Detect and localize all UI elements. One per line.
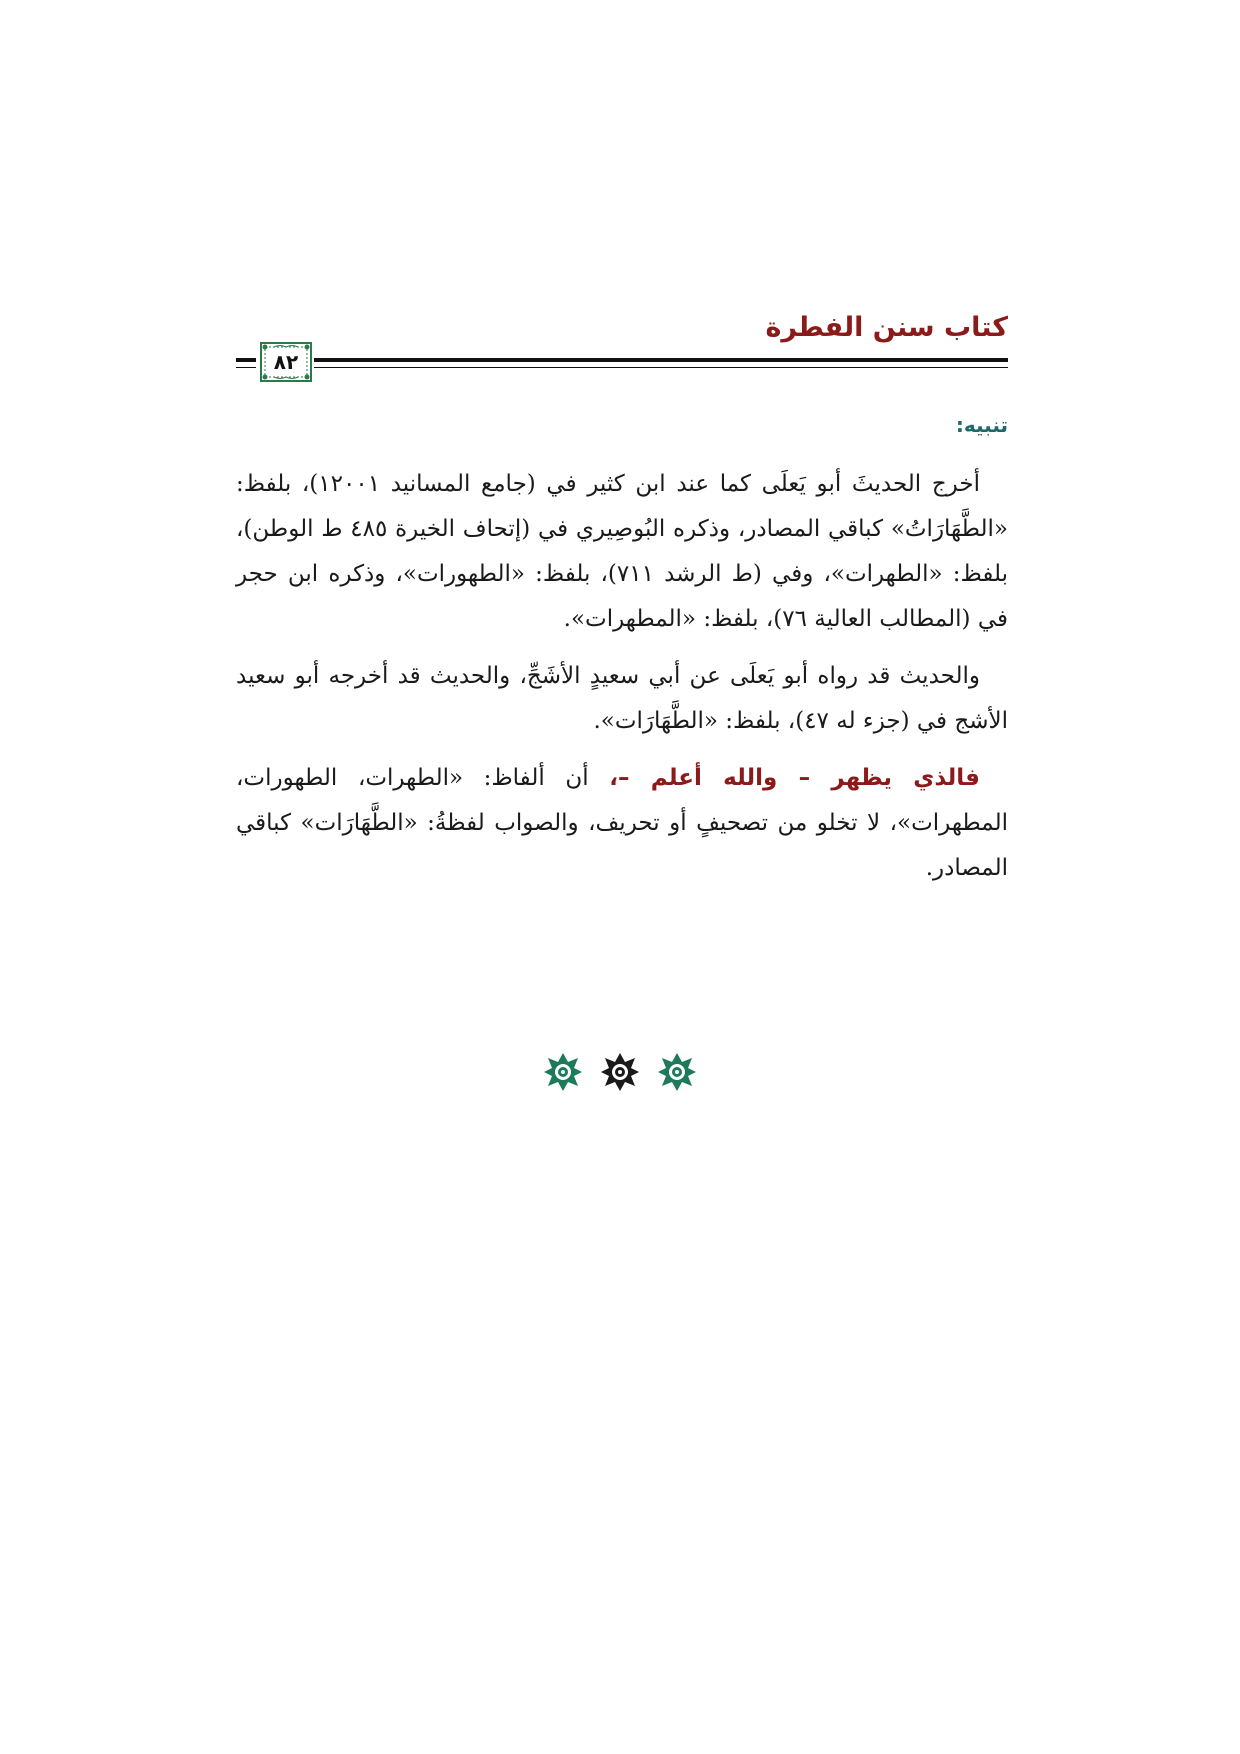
paragraph-1: أخرج الحديثَ أبو يَعلَى كما عند ابن كثير في (جامع المسانيد ١٢٠٠١)، بلفظ: «الطَّهَارَاتُ» كباقي المصادر، وذكره البُوصِيري في (إتحاف الخيرة ٤٨٥ ط الوطن)، بلفظ: «الطهرات»، وفي (ط الرشد ٧١١)، بلفظ: «الطهورات»، وذكره ابن حجر في (المطالب العالية ٧٦)، بلفظ: «المطهرات». bbox=[236, 471, 1008, 632]
star-ornament-icon bbox=[657, 1052, 697, 1092]
section-separator bbox=[0, 1052, 1240, 1092]
paragraph-2: والحديث قد رواه أبو يَعلَى عن أبي سعيدٍ الأشَجِّ، والحديث قد أخرجه أبو سعيد الأشج في (جزء له ٤٧)، بلفظ: «الطَّهَارَات». bbox=[236, 663, 1008, 734]
header-rule-thin bbox=[314, 367, 1008, 368]
header-rule-end-thin bbox=[236, 367, 256, 368]
paragraph-3-lead: فالذي يظهر – والله أعلم –، bbox=[609, 765, 980, 791]
page-content bbox=[236, 410, 1008, 903]
section-label: تنبيه: bbox=[955, 413, 1008, 437]
star-ornament-icon bbox=[543, 1052, 583, 1092]
star-ornament-icon bbox=[600, 1052, 640, 1092]
page-header bbox=[236, 310, 1008, 390]
page-number: ٨٢ bbox=[273, 350, 299, 374]
header-rule-thick bbox=[314, 358, 1008, 362]
paragraph-3 bbox=[236, 756, 1008, 891]
header-rule-end-thick bbox=[236, 358, 256, 362]
book-title: كتاب سنن الفطرة bbox=[765, 312, 1008, 343]
page-number-frame bbox=[260, 342, 312, 382]
paragraph-3-text: أن ألفاظ: «الطهرات، الطهورات، المطهرات»، لا تخلو من تصحيفٍ أو تحريف، والصواب لفظةُ: «الطَّهَارَات» كباقي المصادر. bbox=[236, 765, 1008, 881]
